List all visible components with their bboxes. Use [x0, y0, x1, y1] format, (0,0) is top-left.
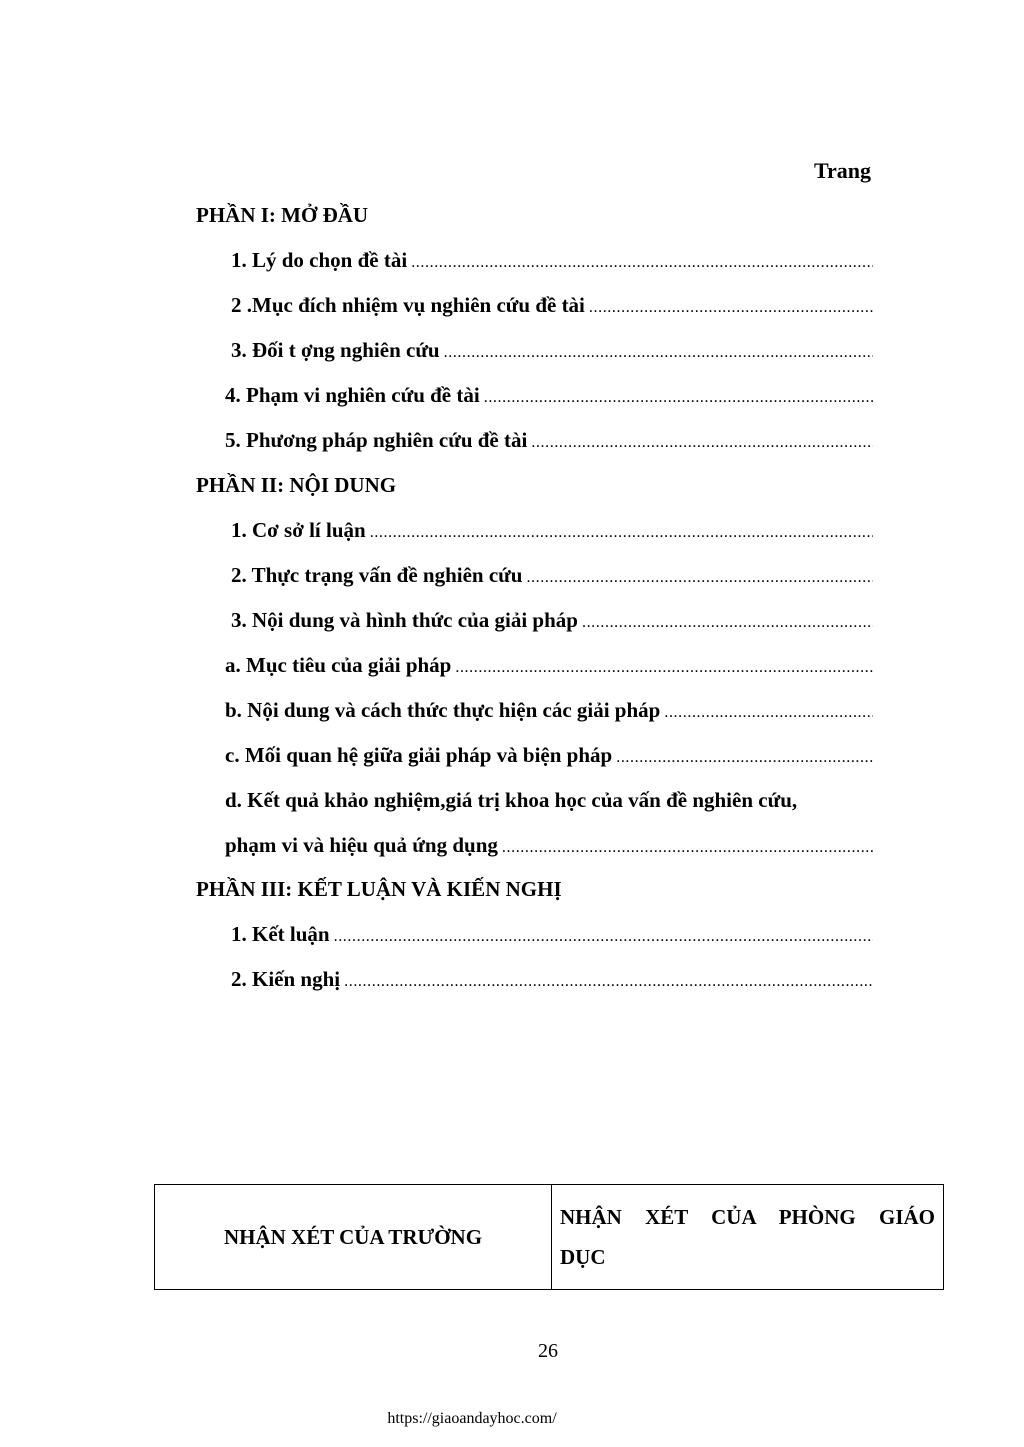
toc-entry-text: phạm vi và hiệu quả ứng dụng — [225, 833, 498, 857]
toc-entry[interactable] — [231, 293, 873, 318]
toc-entry-text: 1. Lý do chọn đề tài — [231, 248, 408, 272]
toc-entry-text: b. Nội dung và cách thức thực hiện các giải pháp — [225, 698, 661, 722]
evaluation-table — [154, 1184, 944, 1290]
toc-entry[interactable] — [225, 428, 873, 453]
toc-entry-text: 2. Thực trạng vấn đề nghiên cứu — [231, 563, 523, 587]
footer-url[interactable]: https://giaoandayhoc.com/ — [387, 1410, 557, 1427]
page-column-label: Trang — [814, 158, 872, 183]
toc-entry[interactable] — [231, 967, 873, 992]
toc-entry-text: 3. Nội dung và hình thức của giải pháp — [231, 608, 578, 632]
school-comment-header: NHẬN XÉT CỦA TRƯỜNG — [155, 1185, 552, 1290]
department-comment-header: NHẬN XÉT CỦA PHÒNG GIÁO DỤC — [552, 1185, 944, 1290]
dot-leader — [455, 659, 873, 677]
dot-leader — [411, 254, 873, 272]
toc-entry[interactable] — [225, 698, 873, 723]
dot-leader — [531, 434, 873, 452]
toc-entry-text: 5. Phương pháp nghiên cứu đề tài — [225, 428, 528, 452]
toc-entry[interactable] — [225, 833, 873, 858]
toc-entry-text: 1. Cơ sở lí luận — [231, 518, 366, 542]
part2-heading: PHẦN II: NỘI DUNG — [196, 473, 397, 497]
toc-entry[interactable] — [231, 338, 873, 363]
dot-leader — [589, 299, 873, 317]
dot-leader — [484, 389, 873, 407]
toc-entry-text: 3. Đối t ợng nghiên cứu — [231, 338, 440, 362]
toc-entry-text: 2. Kiến nghị — [231, 967, 341, 991]
dot-leader — [502, 839, 873, 857]
dot-leader — [664, 704, 873, 722]
dot-leader — [616, 749, 873, 767]
toc-entry-text: c. Mối quan hệ giữa giải pháp và biện pháp — [225, 743, 613, 767]
toc-entry[interactable] — [231, 518, 873, 543]
toc-entry[interactable] — [231, 248, 873, 273]
toc-entry-text: 2 .Mục đích nhiệm vụ nghiên cứu đề tài — [231, 293, 585, 317]
toc-entry-text[interactable]: d. Kết quả khảo nghiệm,giá trị khoa học của vấn đề nghiên cứu, — [225, 788, 798, 812]
table-row — [155, 1185, 944, 1290]
dot-leader — [526, 569, 873, 587]
dot-leader — [344, 973, 873, 991]
part3-heading: PHẦN III: KẾT LUẬN VÀ KIẾN NGHỊ — [196, 877, 562, 901]
toc-entry-text: 4. Phạm vi nghiên cứu đề tài — [225, 383, 480, 407]
toc-entry[interactable] — [225, 743, 873, 768]
dot-leader — [370, 524, 873, 542]
toc-entry-text: a. Mục tiêu của giải pháp — [225, 653, 452, 677]
toc-entry[interactable] — [231, 922, 873, 947]
part1-heading: PHẦN I: MỞ ĐẦU — [196, 203, 369, 227]
toc-entry[interactable] — [225, 383, 873, 408]
dot-leader — [582, 614, 873, 632]
toc-entry[interactable] — [231, 608, 873, 633]
toc-entry[interactable] — [225, 653, 873, 678]
dot-leader — [444, 344, 873, 362]
page-number: 26 — [538, 1340, 558, 1362]
dot-leader — [334, 928, 873, 946]
toc-entry-text: 1. Kết luận — [231, 922, 330, 946]
toc-entry[interactable] — [231, 563, 873, 588]
